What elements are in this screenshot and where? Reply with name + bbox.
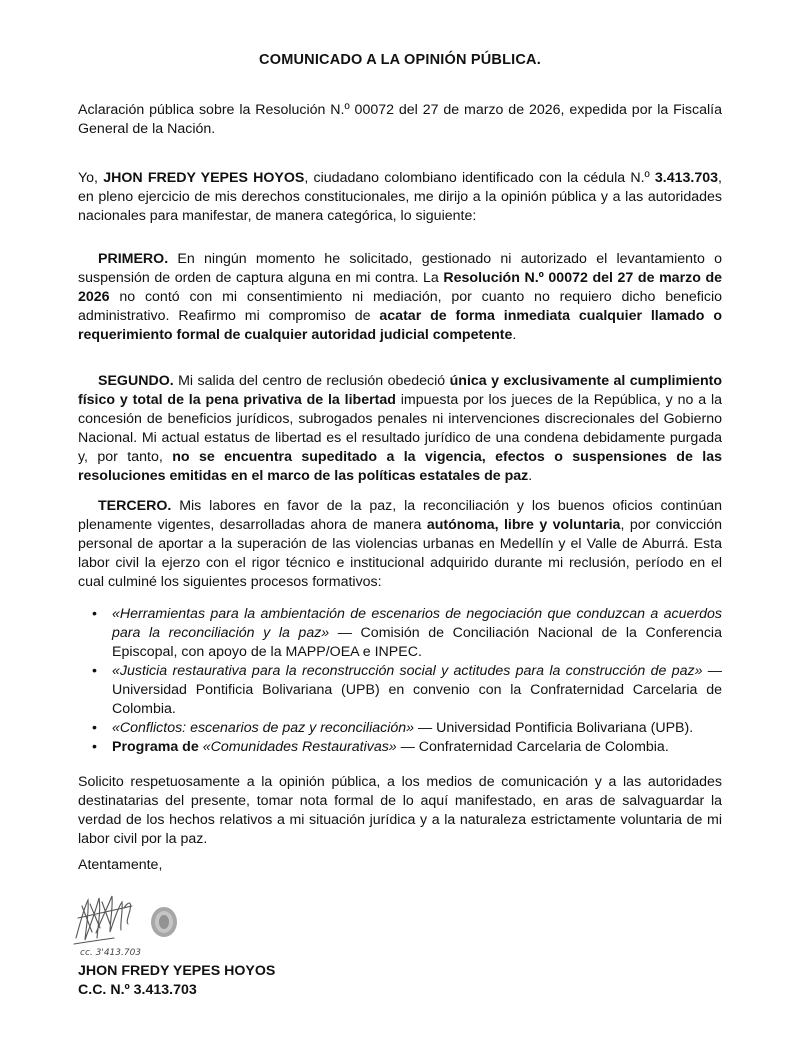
- text-run: no contó con mi consentimiento ni mediación, por cuanto no requiero dicho beneficio administrativo. Reafirmo mi compromiso de: [78, 289, 722, 324]
- course-institution: — Universidad Pontificia Bolivariana (UPB) en convenio con la Confraternidad Carcelaria de Colombia.: [112, 663, 722, 717]
- bold-run: única y exclusivamente al cumplimiento físico y total de la pena privativa de la libertad: [78, 373, 722, 408]
- list-item: [92, 605, 722, 662]
- declaration-paragraph: [78, 169, 722, 226]
- bold-run: Resolución N.º 00072 del 27 de marzo de 2026: [78, 270, 723, 305]
- list-item: [92, 662, 722, 719]
- request-paragraph: Solicito respetuosamente a la opinión pública, a los medios de comunicación y a las autoridades destinatarias del presente, tomar nota formal de lo aquí manifestado, en aras de salvaguardar la verdad de los hechos relativos a mi situación jurídica y a la naturaleza estrictamente voluntaria de mi labor civil por la paz.: [78, 774, 722, 847]
- list-item: [92, 738, 722, 757]
- course-prefix: Programa de: [112, 739, 203, 755]
- text-run: .: [528, 468, 533, 484]
- text-run: , ciudadano colombiano identificado con la cédula N.º: [304, 170, 655, 186]
- training-list: [92, 605, 722, 757]
- text-run: , en pleno ejercicio de mis derechos constitucionales, me dirijo a la opinión pública y a las autoridades nacionales para manifestar, de manera categórica, lo siguiente:: [78, 170, 722, 224]
- signer-block: [78, 962, 275, 1000]
- list-item: [92, 719, 722, 738]
- declarant-name: JHON FREDY YEPES HOYOS: [103, 170, 305, 186]
- text-run: En ningún momento he solicitado, gestionado ni autorizado el levantamiento o suspensión de orden de captura alguna en mi contra. La: [78, 251, 722, 286]
- segundo-label: SEGUNDO.: [98, 373, 174, 389]
- course-institution: — Universidad Pontificia Bolivariana (UPB).: [414, 720, 694, 736]
- text-run: Mis labores en favor de la paz, la reconciliación y los buenos oficios continúan plenamente vigentes, desarrolladas ahora de manera: [78, 498, 722, 533]
- course-institution: — Confraternidad Carcelaria de Colombia.: [396, 739, 669, 755]
- segundo-paragraph: [78, 372, 722, 486]
- bullet: •: [92, 606, 97, 622]
- tercero-label: TERCERO.: [98, 498, 172, 514]
- bold-run: autónoma, libre y voluntaria: [426, 517, 621, 533]
- closing-salutation: Atentamente,: [78, 857, 163, 873]
- signer-name: JHON FREDY YEPES HOYOS: [78, 963, 276, 979]
- signer-id: C.C. N.º 3.413.703: [78, 982, 197, 998]
- course-title: «Conflictos: escenarios de paz y reconciliación»: [112, 720, 415, 736]
- primero-paragraph: [78, 250, 722, 345]
- course-title: «Herramientas para la ambientación de escenarios de negociación que conduzcan a acuerdos para la reconciliación y la paz»: [112, 606, 722, 641]
- course-title: «Comunidades Restaurativas»: [202, 739, 397, 755]
- tercero-paragraph: [78, 497, 722, 592]
- document-title: COMUNICADO A LA OPINIÓN PÚBLICA.: [259, 52, 541, 68]
- declarant-id: 3.413.703: [654, 170, 719, 186]
- course-title: «Justicia restaurativa para la reconstrucción social y actitudes para la construcción de paz»: [112, 663, 703, 679]
- intro-paragraph: Aclaración pública sobre la Resolución N.º 00072 del 27 de marzo de 2026, expedida por la Fiscalía General de la Nación.: [78, 102, 722, 137]
- text-run: Mi salida del centro de reclusión obedeció: [173, 373, 450, 389]
- bullet: •: [92, 739, 97, 755]
- bold-run: no se encuentra supeditado a la vigencia, efectos o suspensiones de las resoluciones emitidas en el marco de las políticas estatales de paz: [78, 449, 722, 484]
- text-run: Yo,: [78, 170, 104, 186]
- bullet: •: [92, 720, 97, 736]
- handwritten-signature: [66, 888, 196, 960]
- primero-label: PRIMERO.: [98, 251, 169, 267]
- text-run: .: [512, 327, 517, 343]
- signature-id-note: cc. 3'413.703: [80, 948, 142, 958]
- bold-run: acatar de forma inmediata cualquier llamado o requerimiento formal de cualquier autoridad judicial competente: [78, 308, 723, 343]
- bullet: •: [92, 663, 97, 679]
- text-run: impuesta por los jueces de la República, y no a la concesión de beneficios jurídicos, subrogados penales ni intervenciones discrecionales del Gobierno Nacional. Mi actual estatus de libertad es el resultado jurídico de una condena debidamente purgada y, por tanto,: [78, 392, 722, 465]
- course-institution: — Comisión de Conciliación Nacional de la Conferencia Episcopal, con apoyo de la MAPP/OEA e INPEC.: [112, 625, 722, 660]
- text-run: , por convicción personal de aportar a la superación de las violencias urbanas en Medellín y el Valle de Aburrá. Esta labor civil la ejerzo con el rigor técnico e institucional adquirido durante mi reclusión, período en el cual culminé los siguientes procesos formativos:: [78, 517, 722, 590]
